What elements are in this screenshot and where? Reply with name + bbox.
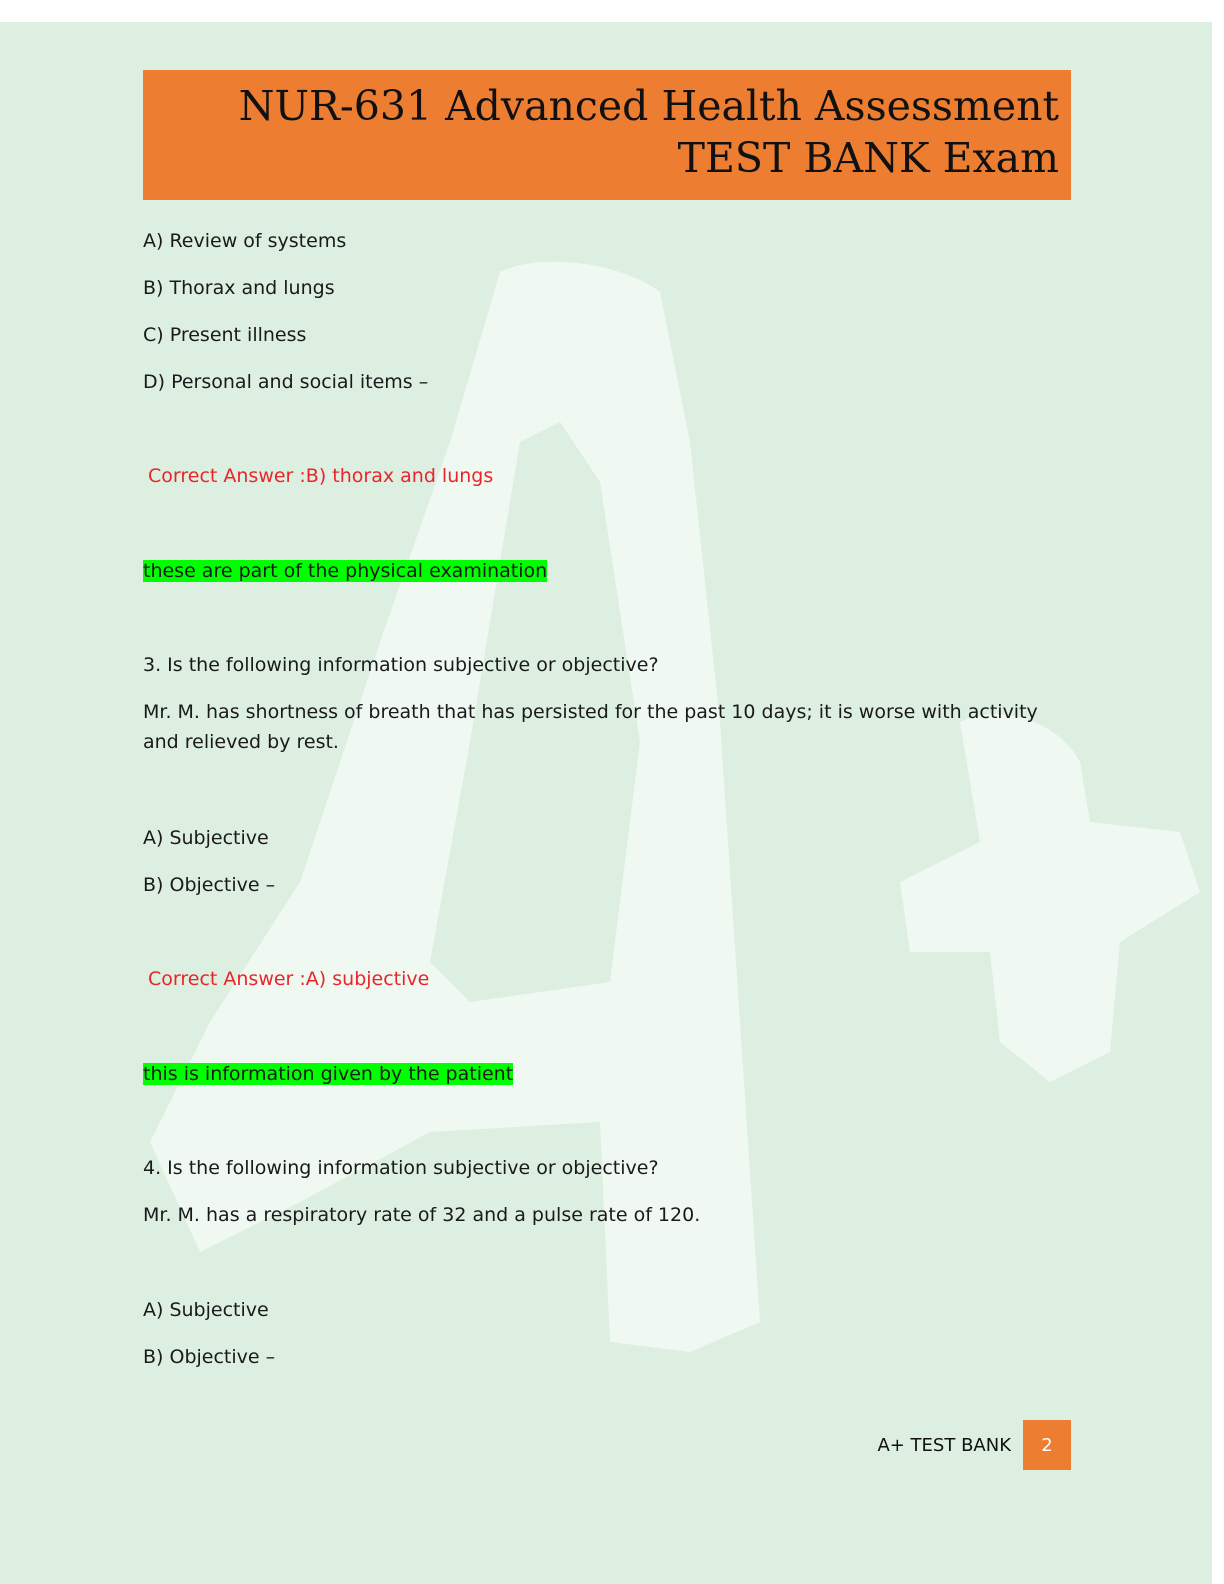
q3-option-a: A) Subjective bbox=[143, 827, 269, 849]
q4-option-b: B) Objective – bbox=[143, 1346, 276, 1368]
q2-correct-answer: Correct Answer :B) thorax and lungs bbox=[148, 465, 494, 487]
q2-option-c: C) Present illness bbox=[143, 324, 307, 346]
q4-statement: Mr. M. has a respiratory rate of 32 and a pulse rate of 120. bbox=[143, 1204, 701, 1226]
q3-correct-answer: Correct Answer :A) subjective bbox=[148, 968, 430, 990]
q2-explanation bbox=[143, 556, 547, 586]
footer-label: A+ TEST BANK bbox=[877, 1434, 1011, 1456]
q2-option-b: B) Thorax and lungs bbox=[143, 277, 335, 299]
q3-explanation-highlight: this is information given by the patient bbox=[143, 1063, 514, 1085]
document-page bbox=[0, 22, 1212, 1584]
q2-option-a: A) Review of systems bbox=[143, 230, 347, 252]
document-title-line-1: NUR-631 Advanced Health Assessment bbox=[238, 82, 1059, 130]
q3-statement: Mr. M. has shortness of breath that has persisted for the past 10 days; it is worse with activity and relieved by rest. bbox=[143, 701, 1038, 753]
q2-option-d: D) Personal and social items – bbox=[143, 371, 429, 393]
title-banner bbox=[143, 70, 1071, 200]
q3-question: 3. Is the following information subjective or objective? bbox=[143, 654, 659, 676]
document-title-line-2: TEST BANK Exam bbox=[677, 134, 1059, 182]
q4-option-a: A) Subjective bbox=[143, 1299, 269, 1321]
q2-explanation-highlight: these are part of the physical examination bbox=[143, 560, 548, 582]
q3-explanation bbox=[143, 1059, 513, 1089]
q4-question: 4. Is the following information subjective or objective? bbox=[143, 1157, 659, 1179]
q3-option-b: B) Objective – bbox=[143, 874, 276, 896]
page-number-badge: 2 bbox=[1023, 1420, 1071, 1470]
page-footer bbox=[877, 1420, 1071, 1470]
